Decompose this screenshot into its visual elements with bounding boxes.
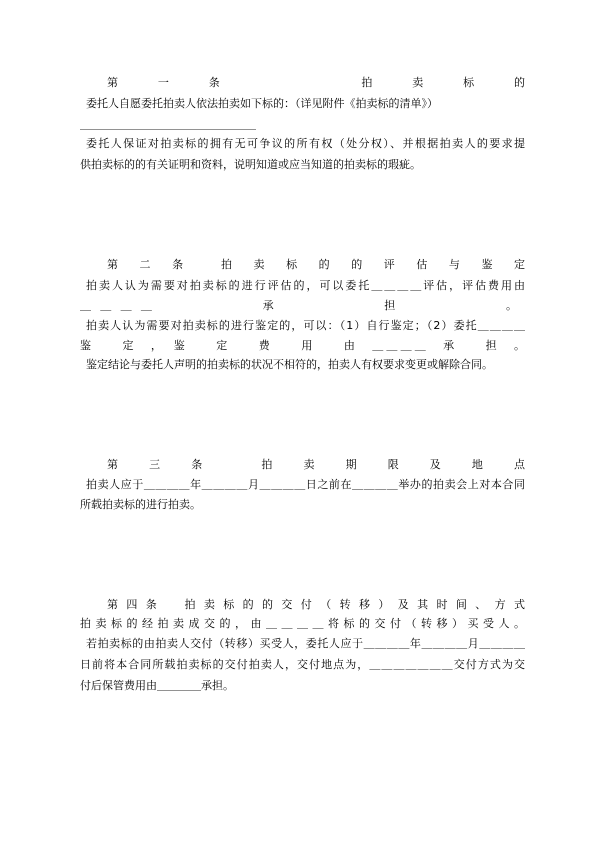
article2-line5: 鉴定结论与委托人声明的拍卖标的状况不相符的，拍卖人有权要求变更或解除合同。 (86, 358, 493, 371)
article1-line1: 委托人自愿委托拍卖人依法拍卖如下标的：（详见附件《拍卖标的清单》） (86, 97, 438, 110)
article2-line2: ＿＿＿＿ 承 担 。 (80, 299, 517, 312)
article2-line3: 拍卖人认为需要对拍卖标的进行鉴定的，可以：（1）自行鉴定；（2）委托＿＿＿＿ (86, 319, 525, 332)
article1-line3: 委托人保证对拍卖标的拥有无可争议的所有权（处分权）、并根据拍卖人的要求提 (86, 137, 525, 150)
article2-line1: 拍卖人认为需要对拍卖标的进行评估的，可以委托＿＿＿＿评估，评估费用由 (86, 279, 525, 292)
article1-heading: 第 一 条 拍 卖 标 的 (107, 76, 525, 89)
article4-line4: 付后保管费用由＿＿＿＿承担。 (80, 679, 234, 692)
article2-heading: 第 二 条 拍 卖 标 的 的 评 估 与 鉴 定 (107, 258, 525, 271)
article4-heading: 第四条 拍卖标的的交付（转移）及其时间、方式 (107, 598, 525, 611)
article4-line3: 日前将本合同所载拍卖标的交付拍卖人，交付地点为，＿＿＿＿＿＿＿交付方式为交 (80, 658, 525, 671)
article3-line1: 拍卖人应于＿＿＿＿年＿＿＿＿月＿＿＿＿日之前在＿＿＿＿举办的拍卖会上对本合同 (86, 478, 525, 491)
article4-line2: 若拍卖标的由拍卖人交付（转移）买受人，委托人应于＿＿＿＿年＿＿＿＿月＿＿＿＿ (86, 637, 525, 650)
article3-heading: 第 三 条 拍 卖 期 限 及 地 点 (107, 458, 525, 471)
article2-line4: 鉴 定 ， 鉴 定 费 用 由 ＿＿＿＿ 承 担 。 (80, 339, 525, 352)
article4-line1: 拍卖标的经拍卖成交的，由＿＿＿＿将标的交付（转移）买受人。 (80, 617, 525, 630)
article1-line4: 供拍卖标的的有关证明和资料，说明知道或应当知道的拍卖标的瑕疵。 (80, 158, 421, 171)
article3-line2: 所载拍卖标的进行拍卖。 (80, 498, 201, 511)
article1-line2: ＿＿＿＿＿＿＿＿＿＿＿＿＿＿＿＿ (80, 118, 256, 131)
